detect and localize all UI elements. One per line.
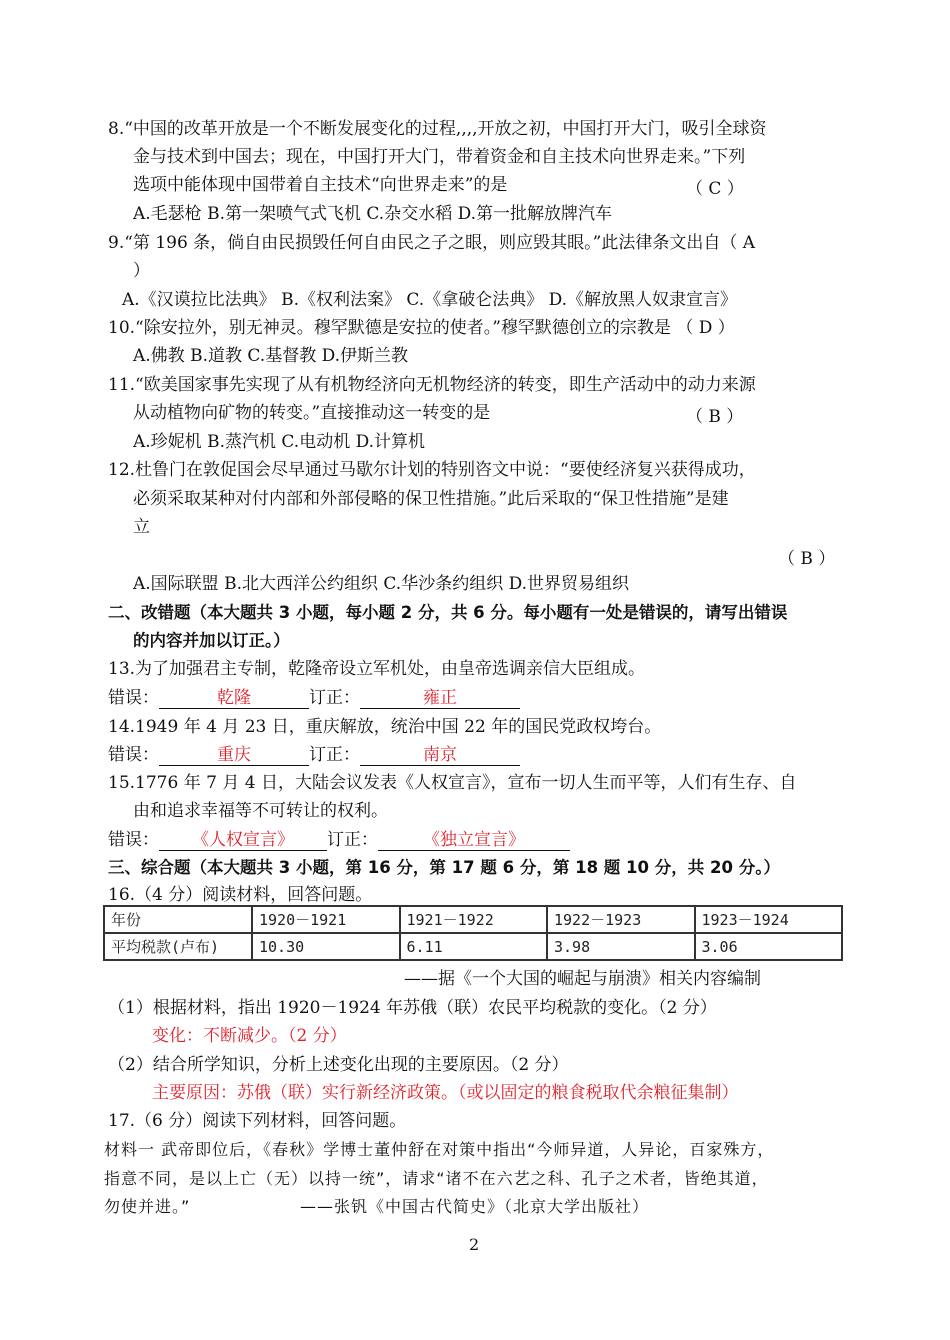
q11-answer: （ B ） — [686, 407, 744, 427]
q14-fix-answer: 南京 — [360, 745, 520, 766]
q15-line2: 由和追求幸福等不可转让的权利。 — [133, 801, 388, 821]
q11-line2: 从动植物向矿物的转变。”直接推动这一转变的是 — [133, 403, 491, 423]
table-cell: 1923－1924 — [695, 906, 843, 933]
q9-line1: 9.“第 196 条，倘自由民损毁任何自由民之子之眼，则应毁其眼。”此法律条文出自（ A — [108, 233, 756, 253]
section2-heading: 二、改错题（本大题共 3 小题，每小题 2 分，共 6 分。每小题有一处是错误的，请写出错误 — [108, 603, 788, 622]
q8-line1: 8.“中国的改革开放是一个不断发展变化的过程,,,,开放之初，中国打开大门，吸引全球资 — [108, 119, 767, 139]
q14-error-label: 错误： — [108, 745, 159, 765]
tax-table — [103, 905, 843, 961]
table-cell: 1920－1921 — [252, 906, 400, 933]
q8-line3: 选项中能体现中国带着自主技术“向世界走来”的是 — [133, 175, 508, 195]
q12-line2: 必须采取某种对付内部和外部侵略的保卫性措施。”此后采取的“保卫性措施”是建 — [133, 489, 729, 509]
q13-error-label: 错误： — [108, 688, 159, 708]
q15-correction-line — [108, 829, 570, 851]
q15-line1: 15.1776 年 7 月 4 日，大陆会议发表《人权宣言》，宣布一切人生而平等，人们有生存、自 — [108, 773, 797, 793]
q13-error-answer: 乾隆 — [159, 688, 309, 709]
q16-source: ——据《一个大国的崛起与崩溃》相关内容编制 — [404, 969, 761, 989]
table-cell: 年份 — [104, 906, 252, 933]
table-cell: 3.98 — [547, 933, 695, 960]
section3-heading: 三、综合题（本大题共 3 小题，第 16 分，第 17 题 6 分，第 18 题 10 分，共 20 分。） — [108, 858, 780, 877]
q14-correction-line — [108, 744, 520, 766]
table-row — [104, 933, 842, 960]
table-cell: 平均税款(卢布) — [104, 933, 252, 960]
q10-line1: 10.“除安拉外，别无神灵。穆罕默德是安拉的使者。”穆罕默德创立的宗教是 （ D ） — [108, 318, 735, 338]
q12-answer: （ B ） — [778, 549, 836, 569]
q17-intro: 17.（6 分）阅读下列材料，回答问题。 — [108, 1111, 407, 1131]
q8-line2: 金与技术到中国去；现在，中国打开大门，带着资金和自主技术向世界走来。”下列 — [133, 147, 746, 167]
q15-fix-answer: 《独立宣言》 — [378, 830, 570, 851]
q14-error-answer: 重庆 — [159, 745, 309, 766]
q12-line3: 立 — [133, 517, 150, 537]
q9-options: A.《汉谟拉比法典》 B.《权利法案》 C.《拿破仑法典》 D.《解放黑人奴隶宣言》 — [122, 290, 738, 310]
page-number: 2 — [469, 1235, 480, 1254]
table-cell: 1922－1923 — [547, 906, 695, 933]
q17-material-line2: 指意不同，是以上亡（无）以持一统”，请求“诸不在六艺之科、孔子之术者，皆绝其道， — [104, 1169, 769, 1188]
q17-material-line3: 勿使并进。” — [104, 1197, 191, 1216]
q16-answer2: 主要原因：苏俄（联）实行新经济政策。（或以固定的粮食税取代余粮征集制） — [152, 1083, 739, 1103]
q10-options: A.佛教 B.道教 C.基督教 D.伊斯兰教 — [133, 346, 409, 366]
q17-source: ——张钒《中国古代简史》（北京大学出版社） — [300, 1197, 650, 1216]
q9-line2: ） — [133, 261, 150, 281]
table-cell: 3.06 — [695, 933, 843, 960]
q16-intro: 16.（4 分）阅读材料，回答问题。 — [108, 885, 373, 905]
q12-options: A.国际联盟 B.北大西洋公约组织 C.华沙条约组织 D.世界贸易组织 — [133, 574, 630, 594]
table-cell: 6.11 — [400, 933, 548, 960]
table-cell: 10.30 — [252, 933, 400, 960]
q12-line1: 12.杜鲁门在敦促国会尽早通过马歇尔计划的特别咨文中说：“要使经济复兴获得成功， — [108, 460, 756, 480]
q15-error-label: 错误： — [108, 830, 159, 850]
q11-line1: 11.“欧美国家事先实现了从有机物经济向无机物经济的转变，即生产活动中的动力来源 — [108, 375, 756, 395]
q8-options: A.毛瑟枪 B.第一架喷气式飞机 C.杂交水稻 D.第一批解放牌汽车 — [133, 204, 613, 224]
table-row — [104, 906, 842, 933]
q16-sub1: （1）根据材料，指出 1920－1924 年苏俄（联）农民平均税款的变化。（2 分） — [108, 998, 717, 1018]
q13-text: 13.为了加强君主专制，乾隆帝设立军机处，由皇帝选调亲信大臣组成。 — [108, 659, 646, 679]
q14-text: 14.1949 年 4 月 23 日，重庆解放，统治中国 22 年的国民党政权垮台。 — [108, 717, 662, 737]
q17-material-line1: 材料一 武帝即位后，《春秋》学博士董仲舒在对策中指出“今师异道，人异论，百家殊方， — [104, 1140, 775, 1159]
section2-heading-cont: 的内容并加以订正。） — [133, 631, 290, 650]
q8-answer: （ C ） — [686, 179, 744, 199]
q13-correction-line — [108, 687, 520, 709]
q13-fix-label: 订正： — [309, 688, 360, 708]
q14-fix-label: 订正： — [309, 745, 360, 765]
q16-answer1: 变化：不断减少。（2 分） — [152, 1026, 347, 1046]
q15-error-answer: 《人权宣言》 — [159, 830, 327, 851]
q16-sub2: （2）结合所学知识，分析上述变化出现的主要原因。（2 分） — [108, 1055, 569, 1075]
q11-options: A.珍妮机 B.蒸汽机 C.电动机 D.计算机 — [133, 432, 426, 452]
q13-fix-answer: 雍正 — [360, 688, 520, 709]
table-cell: 1921－1922 — [400, 906, 548, 933]
q15-fix-label: 订正： — [327, 830, 378, 850]
